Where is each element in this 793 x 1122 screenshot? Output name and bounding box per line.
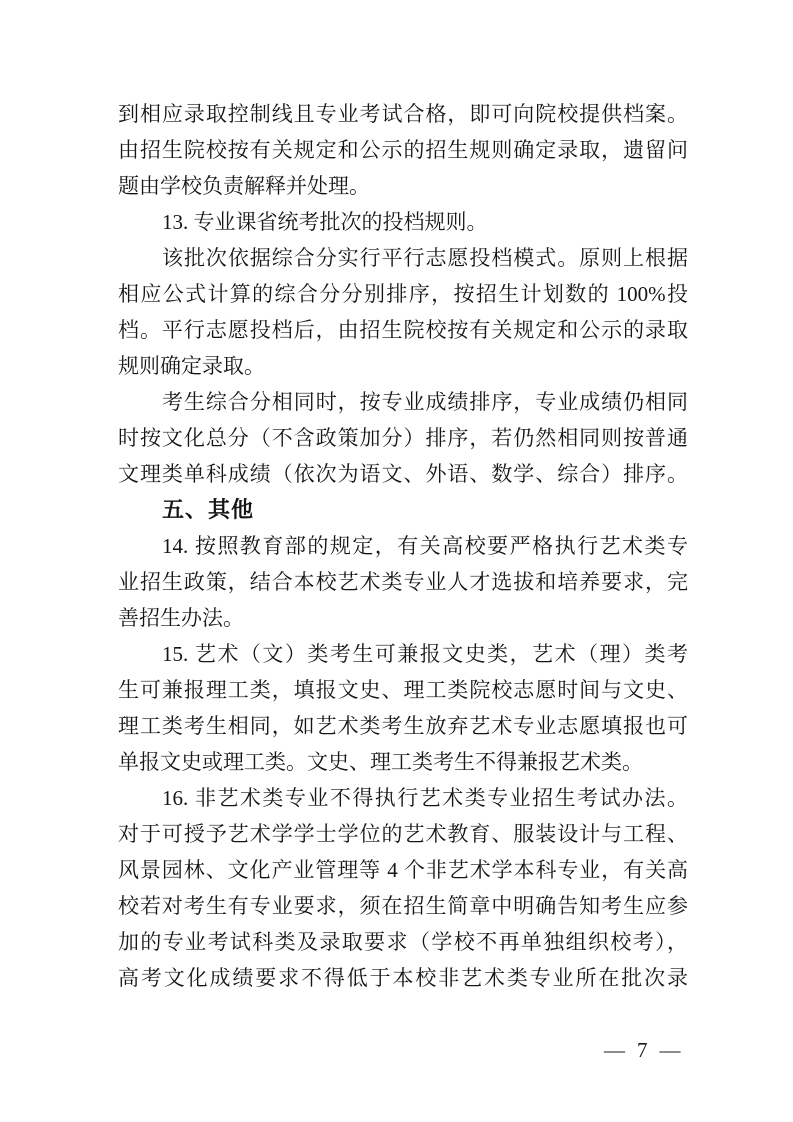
text-line: 业招生政策，结合本校艺术类专业人才选拔和培养要求，完: [118, 570, 688, 594]
text-line: 对于可授予艺术学学士学位的艺术教育、服装设计与工程、: [118, 822, 688, 846]
text-line: 规则确定录取。: [118, 354, 265, 378]
page-footer: [604, 1038, 681, 1063]
text-line: 单报文史或理工类。文史、理工类考生不得兼报艺术类。: [118, 750, 643, 774]
document-body: [118, 96, 688, 996]
text-line: 文理类单科成绩（依次为语文、外语、数学、综合）排序。: [118, 462, 688, 486]
text-line: 时按文化总分（不含政策加分）排序，若仍然相同则按普通: [118, 426, 688, 450]
text-line: 档。平行志愿投档后，由招生院校按有关规定和公示的录取: [118, 318, 688, 342]
text-line: 14. 按照教育部的规定，有关高校要严格执行艺术类专: [162, 534, 688, 558]
section-heading: 五、其他: [162, 497, 255, 522]
text-line: 13. 专业课省统考批次的投档规则。: [162, 210, 488, 234]
text-line: 加的专业考试科类及录取要求（学校不再单独组织校考），: [118, 930, 688, 954]
text-line: 16. 非艺术类专业不得执行艺术类专业招生考试办法。: [162, 786, 688, 810]
text-line: 到相应录取控制线且专业考试合格，即可向院校提供档案。: [118, 102, 688, 126]
text-line: 理工类考生相同，如艺术类考生放弃艺术专业志愿填报也可: [118, 714, 688, 738]
text-line: 高考文化成绩要求不得低于本校非艺术类专业所在批次录: [118, 966, 688, 990]
text-line: 题由学校负责解释并处理。: [118, 174, 370, 198]
footer-dash-left: —: [604, 1038, 625, 1062]
text-line: 善招生办法。: [118, 606, 244, 630]
text-line: 由招生院校按有关规定和公示的招生规则确定录取，遗留问: [118, 138, 688, 162]
text-line: 校若对考生有专业要求，须在招生简章中明确告知考生应参: [118, 894, 688, 918]
text-line: 风景园林、文化产业管理等 4 个非艺术学本科专业，有关高: [118, 858, 688, 882]
text-line: 生可兼报理工类，填报文史、理工类院校志愿时间与文史、: [118, 678, 688, 702]
text-line: 考生综合分相同时，按专业成绩排序，专业成绩仍相同: [162, 390, 688, 414]
text-line: 相应公式计算的综合分分别排序，按招生计划数的 100%投: [118, 282, 688, 306]
text-line: 15. 艺术（文）类考生可兼报文史类，艺术（理）类考: [162, 642, 688, 666]
footer-dash-right: —: [659, 1038, 681, 1062]
page-number: 7: [637, 1038, 648, 1062]
text-line: 该批次依据综合分实行平行志愿投档模式。原则上根据: [162, 246, 688, 270]
